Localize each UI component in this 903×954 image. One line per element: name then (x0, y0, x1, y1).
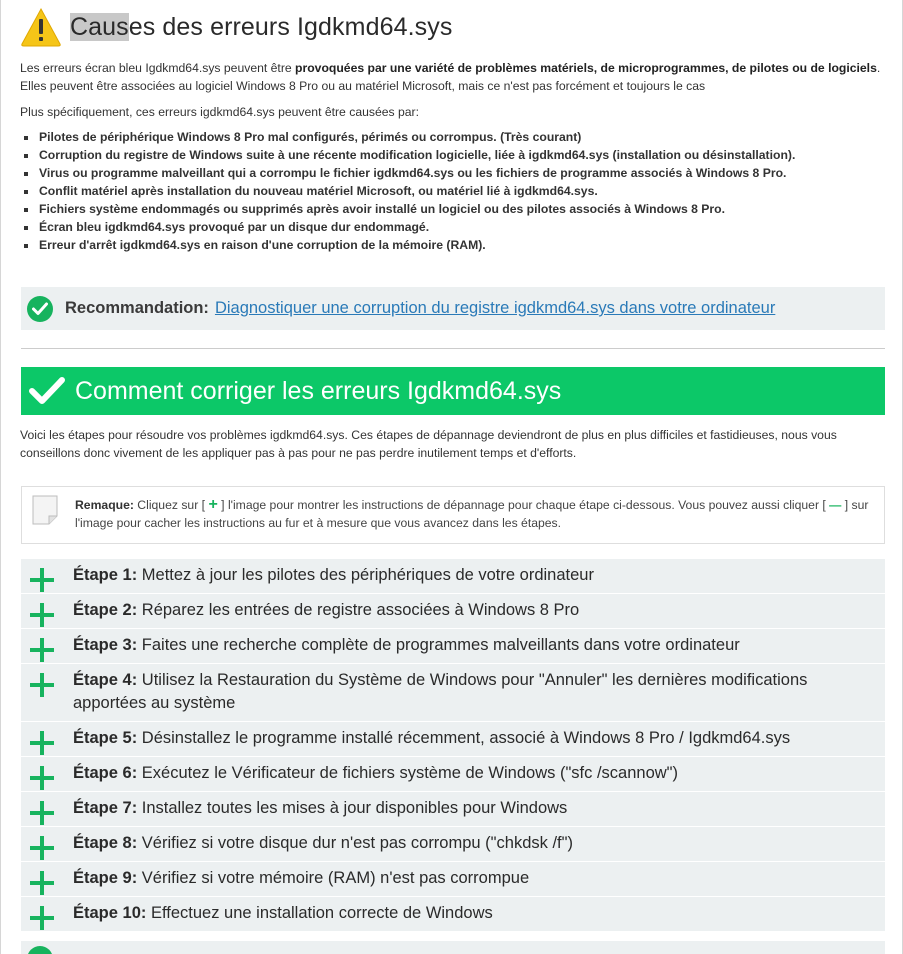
causes-intro-bold: provoquées par une variété de problèmes matériels, de microprogrammes, de pilotes ou de logiciels (295, 61, 877, 75)
minus-icon: — (829, 498, 842, 512)
causes-intro (20, 59, 882, 95)
step-label: Étape 6: (73, 764, 138, 782)
cause-item: Conflit matériel après installation du nouveau matériel Microsoft, ou matériel lié à igdkmd64.sys. (21, 182, 795, 200)
step-row[interactable] (21, 664, 885, 722)
step-description: Utilisez la Restauration du Système de Windows pour "Annuler" les dernières modifications apportées au système (73, 671, 808, 712)
step-label: Étape 3: (73, 636, 138, 654)
checkmark-icon (29, 376, 65, 406)
expand-plus-icon[interactable] (29, 672, 55, 698)
plus-icon: + (208, 496, 218, 513)
expand-plus-icon[interactable] (29, 567, 55, 593)
step-description: Vérifiez si votre disque dur n'est pas corrompu ("chkdsk /f") (137, 834, 573, 852)
causes-title-rest: es des erreurs Igdkmd64.sys (128, 12, 453, 41)
expand-plus-icon[interactable] (29, 835, 55, 861)
step-label: Étape 4: (73, 671, 138, 689)
cause-item: Erreur d'arrêt igdkmd64.sys en raison d'une corruption de la mémoire (RAM). (21, 236, 795, 254)
step-text (73, 629, 873, 663)
step-text (73, 827, 873, 861)
steps-list (21, 559, 885, 932)
step-row[interactable] (21, 594, 885, 629)
causes-title (70, 13, 452, 42)
step-text (73, 664, 873, 721)
step-row[interactable] (21, 722, 885, 757)
remark-part1: Cliquez sur [ (133, 498, 209, 512)
bottom-panel (21, 941, 885, 954)
causes-title-highlight: Caus (70, 12, 129, 41)
causes-heading (20, 6, 452, 48)
step-label: Étape 1: (73, 566, 138, 584)
step-row[interactable] (21, 827, 885, 862)
step-label: Étape 5: (73, 729, 138, 747)
recommendation-box (21, 287, 885, 330)
step-description: Installez toutes les mises à jour disponibles pour Windows (137, 799, 568, 817)
step-row[interactable] (21, 629, 885, 664)
expand-plus-icon[interactable] (29, 637, 55, 663)
step-text (73, 897, 873, 931)
step-label: Étape 8: (73, 834, 138, 852)
step-text (73, 862, 873, 896)
warning-icon (20, 7, 62, 47)
causes-intro-part2: . Elles peuvent être associées au logiciel Windows 8 Pro ou au matériel Microsoft, mais ce n'est pas forcément et toujours le cas (20, 61, 881, 93)
step-text (73, 757, 873, 791)
cause-item: Virus ou programme malveillant qui a corrompu le fichier igdkmd64.sys ou les fichiers de programme associés à Windows 8 Pro. (21, 164, 795, 182)
section-divider (21, 348, 885, 349)
remark-label: Remaque: (75, 498, 134, 512)
step-row[interactable] (21, 792, 885, 827)
step-text (73, 594, 873, 628)
recommendation-link[interactable]: Diagnostiquer une corruption du registre igdkmd64.sys dans votre ordinateur (214, 299, 776, 317)
step-label: Étape 2: (73, 601, 138, 619)
cause-item: Corruption du registre de Windows suite à une récente modification logicielle, liée à igdkmd64.sys (installation ou désinstallation). (21, 146, 795, 164)
note-page-icon (32, 495, 58, 525)
expand-plus-icon[interactable] (29, 905, 55, 931)
expand-plus-icon[interactable] (29, 602, 55, 628)
check-circle-icon (27, 296, 53, 322)
expand-plus-icon[interactable] (29, 800, 55, 826)
remark-part2: ] l'image pour montrer les instructions de dépannage pour chaque étape ci-dessous. Vous pouvez aussi cliquer [ (217, 498, 830, 512)
remark-part3: ] sur l'image pour cacher les instructions au fur et à mesure que vous avancez dans les étapes. (75, 498, 869, 530)
causes-intro-part1: Les erreurs écran bleu Igdkmd64.sys peuvent être (20, 61, 296, 75)
expand-plus-icon[interactable] (29, 765, 55, 791)
step-row[interactable] (21, 897, 885, 932)
expand-plus-icon[interactable] (29, 730, 55, 756)
remark-text (75, 496, 875, 532)
expand-plus-icon[interactable] (29, 870, 55, 896)
step-row[interactable] (21, 862, 885, 897)
step-text (73, 792, 873, 826)
step-description: Désinstallez le programme installé récemment, associé à Windows 8 Pro / Igdkmd64.sys (137, 729, 791, 747)
step-description: Exécutez le Vérificateur de fichiers système de Windows ("sfc /scannow") (137, 764, 679, 782)
step-label: Étape 10: (73, 904, 147, 922)
step-description: Mettez à jour les pilotes des périphériques de votre ordinateur (137, 566, 594, 584)
step-text (73, 722, 873, 756)
step-description: Faites une recherche complète de programmes malveillants dans votre ordinateur (137, 636, 740, 654)
fix-intro: Voici les étapes pour résoudre vos problèmes igdkmd64.sys. Ces étapes de dépannage deviendront de plus en plus difficiles et fastidieuses, nous vous conseillons donc vivement de les appliquer pas à pas pour ne pas perdre inutilement temps et d'efforts. (20, 428, 837, 460)
fix-title: Comment corriger les erreurs Igdkmd64.sys (75, 376, 562, 405)
remark-box (21, 486, 885, 544)
step-label: Étape 7: (73, 799, 138, 817)
cause-item: Pilotes de périphérique Windows 8 Pro mal configurés, périmés ou corrompus. (Très courant) (21, 128, 795, 146)
causes-list (21, 128, 795, 254)
step-description: Vérifiez si votre mémoire (RAM) n'est pas corrompue (137, 869, 530, 887)
cause-item: Fichiers système endommagés ou supprimés après avoir installé un logiciel ou des pilotes associés à Windows 8 Pro. (21, 200, 795, 218)
step-text (73, 559, 873, 593)
step-row[interactable] (21, 559, 885, 594)
recommendation-label: Recommandation: (65, 299, 209, 317)
step-row[interactable] (21, 757, 885, 792)
step-label: Étape 9: (73, 869, 138, 887)
cause-item: Écran bleu igdkmd64.sys provoqué par un disque dur endommagé. (21, 218, 795, 236)
step-description: Réparez les entrées de registre associées à Windows 8 Pro (137, 601, 580, 619)
step-description: Effectuez une installation correcte de Windows (146, 904, 493, 922)
fix-heading-bar (21, 367, 885, 415)
check-circle-icon (27, 946, 53, 954)
causes-specific: Plus spécifiquement, ces erreurs igdkmd64.sys peuvent être causées par: (20, 105, 420, 119)
